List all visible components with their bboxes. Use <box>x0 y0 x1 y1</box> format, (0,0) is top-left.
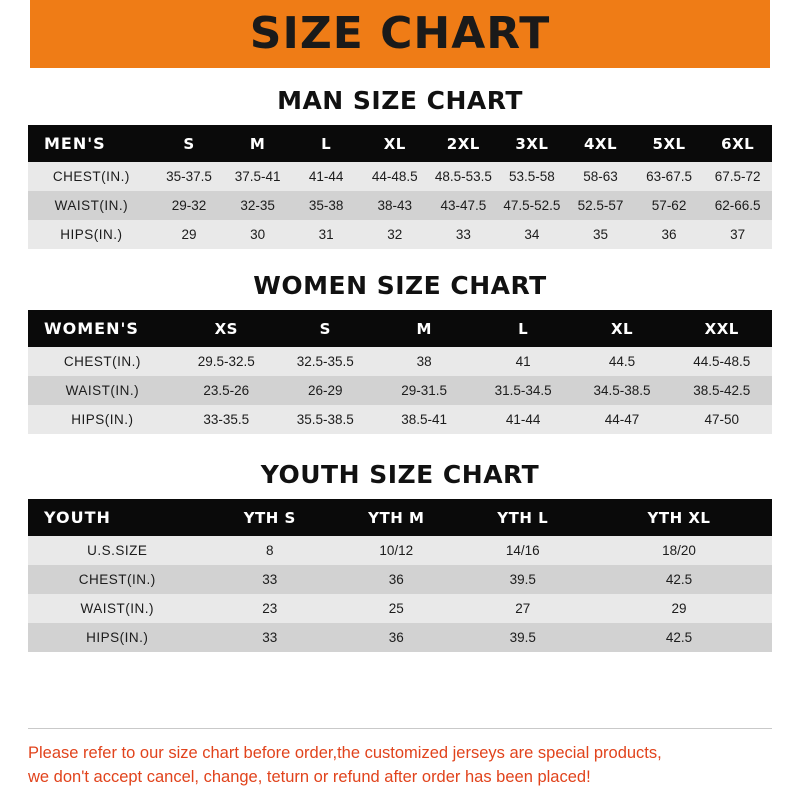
women-header-xxl: XXL <box>672 310 773 347</box>
cell: 33 <box>429 220 498 249</box>
cell: 63-67.5 <box>635 162 704 191</box>
cell: 44.5 <box>573 347 672 376</box>
note-line-2: we don't accept cancel, change, teturn or refund after order has been placed! <box>28 768 591 787</box>
cell: 30 <box>223 220 292 249</box>
row-label: HIPS(IN.) <box>28 623 207 652</box>
women-size-table <box>28 310 772 434</box>
cell: 67.5-72 <box>703 162 772 191</box>
cell: 35-38 <box>292 191 361 220</box>
cell: 43-47.5 <box>429 191 498 220</box>
banner-left-spacer <box>0 0 30 68</box>
cell: 42.5 <box>586 623 772 652</box>
table-row <box>28 376 772 405</box>
youth-size-table <box>28 499 772 652</box>
page-banner <box>0 0 800 68</box>
section-title-man: MAN SIZE CHART <box>277 86 523 115</box>
row-label: CHEST(IN.) <box>28 347 177 376</box>
row-label: CHEST(IN.) <box>28 565 207 594</box>
table-row <box>28 220 772 249</box>
cell: 34 <box>498 220 567 249</box>
youth-header-s: YTH S <box>207 499 333 536</box>
cell: 62-66.5 <box>703 191 772 220</box>
table-row <box>28 536 772 565</box>
men-header-6xl: 6XL <box>703 125 772 162</box>
women-header-s: S <box>276 310 375 347</box>
cell: 31.5-34.5 <box>474 376 573 405</box>
cell: 36 <box>333 565 459 594</box>
men-header-2xl: 2XL <box>429 125 498 162</box>
row-label: WAIST(IN.) <box>28 594 207 623</box>
cell: 44-47 <box>573 405 672 434</box>
cell: 39.5 <box>459 623 585 652</box>
cell: 58-63 <box>566 162 635 191</box>
youth-header-label: YOUTH <box>28 499 207 536</box>
cell: 23.5-26 <box>177 376 276 405</box>
cell: 36 <box>333 623 459 652</box>
cell: 29 <box>155 220 224 249</box>
note-line-1: Please refer to our size chart before order,the customized jerseys are special products, <box>28 743 662 762</box>
men-header-3xl: 3XL <box>498 125 567 162</box>
cell: 32-35 <box>223 191 292 220</box>
cell: 23 <box>207 594 333 623</box>
cell: 29.5-32.5 <box>177 347 276 376</box>
women-header-xs: XS <box>177 310 276 347</box>
men-header-s: S <box>155 125 224 162</box>
cell: 38.5-41 <box>375 405 474 434</box>
cell: 52.5-57 <box>566 191 635 220</box>
cell: 47.5-52.5 <box>498 191 567 220</box>
table-row <box>28 594 772 623</box>
youth-header-l: YTH L <box>459 499 585 536</box>
men-header-l: L <box>292 125 361 162</box>
cell: 31 <box>292 220 361 249</box>
cell: 32 <box>360 220 429 249</box>
table-header-row <box>28 310 772 347</box>
cell: 37 <box>703 220 772 249</box>
cell: 38.5-42.5 <box>672 376 773 405</box>
cell: 53.5-58 <box>498 162 567 191</box>
cell: 14/16 <box>459 536 585 565</box>
cell: 39.5 <box>459 565 585 594</box>
row-label: WAIST(IN.) <box>28 376 177 405</box>
women-header-xl: XL <box>573 310 672 347</box>
men-header-5xl: 5XL <box>635 125 704 162</box>
cell: 44.5-48.5 <box>672 347 773 376</box>
cell: 42.5 <box>586 565 772 594</box>
row-label: HIPS(IN.) <box>28 220 155 249</box>
cell: 33 <box>207 565 333 594</box>
cell: 35 <box>566 220 635 249</box>
cell: 38 <box>375 347 474 376</box>
youth-header-m: YTH M <box>333 499 459 536</box>
cell: 41-44 <box>292 162 361 191</box>
men-size-table <box>28 125 772 249</box>
section-title-youth: YOUTH SIZE CHART <box>260 460 540 489</box>
women-header-label: WOMEN'S <box>28 310 177 347</box>
table-header-row <box>28 125 772 162</box>
cell: 41-44 <box>474 405 573 434</box>
table-row <box>28 405 772 434</box>
cell: 33 <box>207 623 333 652</box>
cell: 41 <box>474 347 573 376</box>
disclaimer-note <box>28 728 772 800</box>
cell: 34.5-38.5 <box>573 376 672 405</box>
table-row <box>28 191 772 220</box>
cell: 44-48.5 <box>360 162 429 191</box>
cell: 36 <box>635 220 704 249</box>
cell: 25 <box>333 594 459 623</box>
women-header-m: M <box>375 310 474 347</box>
cell: 48.5-53.5 <box>429 162 498 191</box>
men-header-m: M <box>223 125 292 162</box>
men-header-label: MEN'S <box>28 125 155 162</box>
table-row <box>28 623 772 652</box>
cell: 47-50 <box>672 405 773 434</box>
chart-content <box>0 68 800 728</box>
table-header-row <box>28 499 772 536</box>
cell: 37.5-41 <box>223 162 292 191</box>
row-label: WAIST(IN.) <box>28 191 155 220</box>
men-header-4xl: 4XL <box>566 125 635 162</box>
cell: 18/20 <box>586 536 772 565</box>
men-header-xl: XL <box>360 125 429 162</box>
table-row <box>28 162 772 191</box>
row-label: U.S.SIZE <box>28 536 207 565</box>
table-row <box>28 565 772 594</box>
women-header-l: L <box>474 310 573 347</box>
youth-header-xl: YTH XL <box>586 499 772 536</box>
cell: 29 <box>586 594 772 623</box>
row-label: CHEST(IN.) <box>28 162 155 191</box>
banner-right-spacer <box>770 0 800 68</box>
table-row <box>28 347 772 376</box>
page-title: SIZE CHART <box>249 8 551 59</box>
cell: 57-62 <box>635 191 704 220</box>
cell: 29-32 <box>155 191 224 220</box>
cell: 38-43 <box>360 191 429 220</box>
cell: 33-35.5 <box>177 405 276 434</box>
cell: 27 <box>459 594 585 623</box>
cell: 35-37.5 <box>155 162 224 191</box>
cell: 26-29 <box>276 376 375 405</box>
cell: 29-31.5 <box>375 376 474 405</box>
cell: 8 <box>207 536 333 565</box>
cell: 32.5-35.5 <box>276 347 375 376</box>
row-label: HIPS(IN.) <box>28 405 177 434</box>
cell: 35.5-38.5 <box>276 405 375 434</box>
cell: 10/12 <box>333 536 459 565</box>
section-title-women: WOMEN SIZE CHART <box>253 271 547 300</box>
